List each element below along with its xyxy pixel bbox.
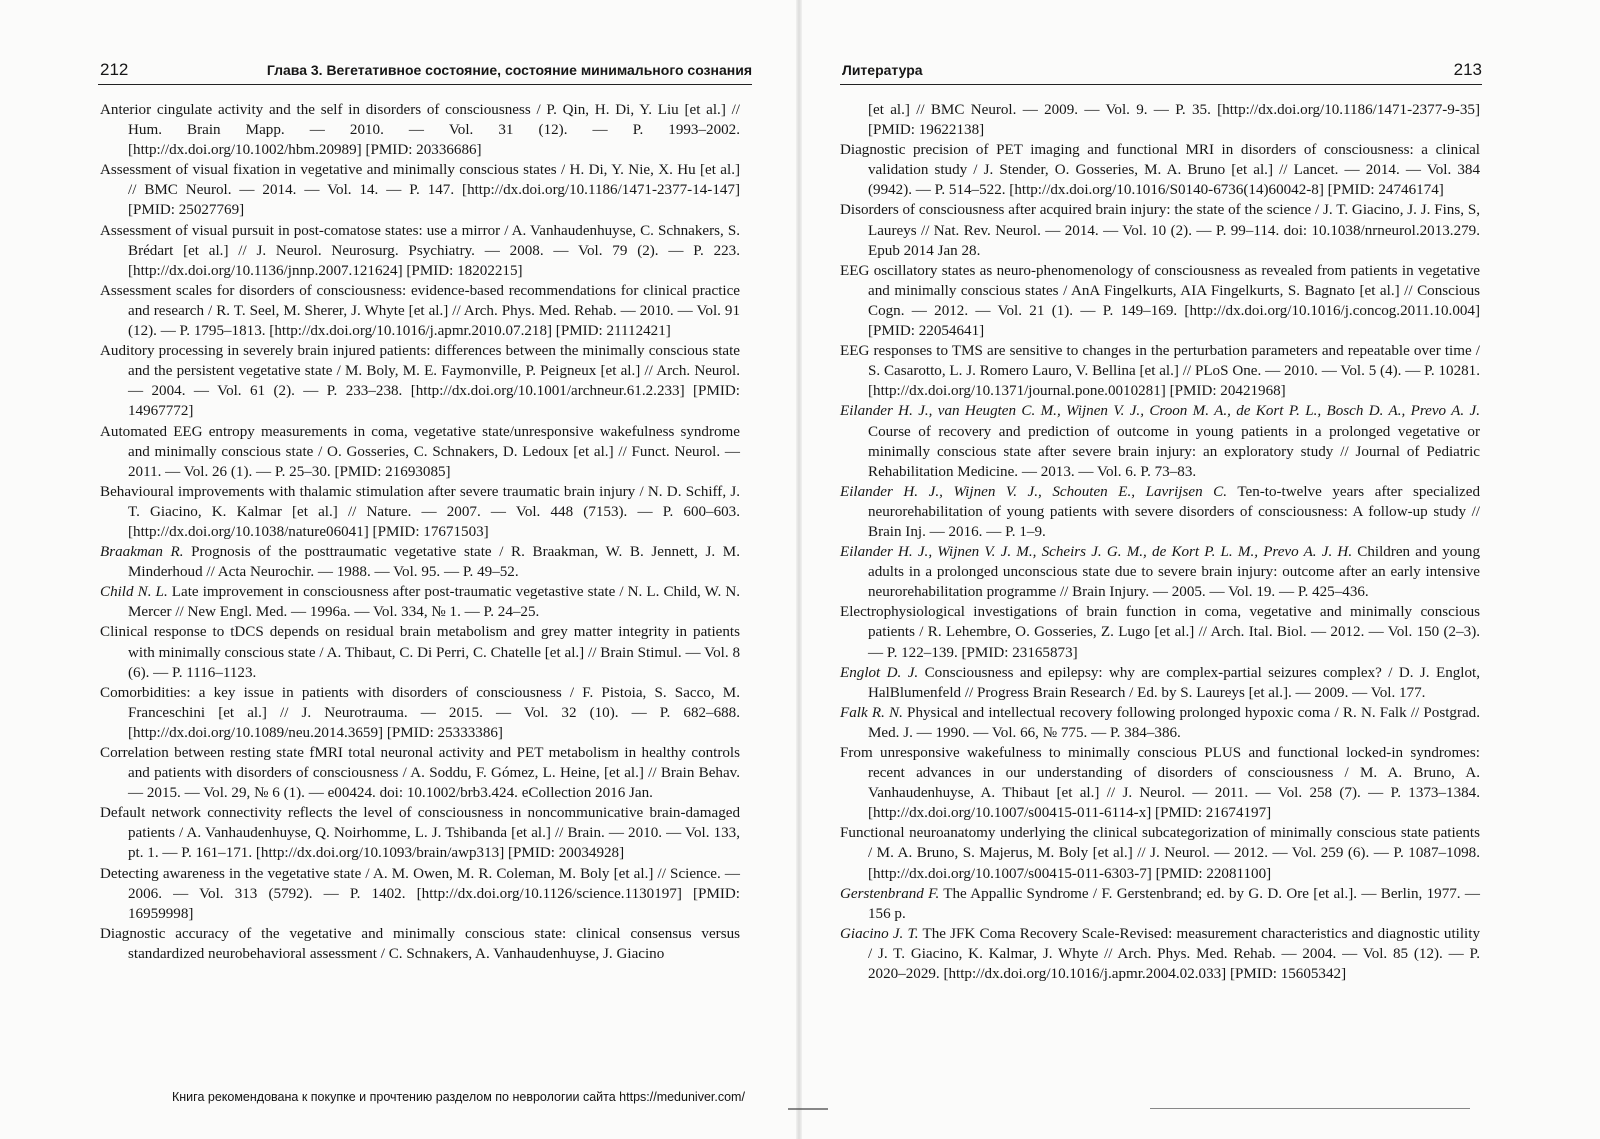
reference-text: Course of recovery and prediction of outcome in young patients in a prolonged vegetative or minimally conscious state after severe brain injury: an exploratory study // Journal of Pediatric Rehabilitation Medicine. — 2013. — Vol. 6. P. 73–83. bbox=[868, 423, 1480, 480]
reference-author: Child N. L. bbox=[100, 584, 168, 601]
reference-text: Default network connectivity reflects the level of consciousness in noncommunicative brain-damaged patients / A. Vanhaudenhuyse, Q. Noirhomme, L. J. Tshibanda [et al.] // Brain. — 2010. — Vol. 133, pt. 1. — P. 161–171. [http://dx.doi.org/10.1093/brain/awp313] [PMID: 20034928] bbox=[100, 805, 740, 862]
reference-list bbox=[840, 100, 1480, 984]
reference-entry bbox=[100, 924, 740, 964]
reference-entry bbox=[100, 281, 740, 341]
running-head: Литература bbox=[842, 62, 923, 78]
reference-text: Children and young adults in a prolonged unconscious state due to severe brain injury: outcome after an early intensive neurorehabilitation programme // Brain Injury. — 2005. — Vol. 19. — P. 425–436. bbox=[868, 544, 1480, 601]
reference-author: Eilander H. J., van Heugten C. M., Wijnen V. J., Croon M. A., de Kort P. L., Bosch D. A., Prevo A. J. bbox=[840, 403, 1480, 420]
reference-entry bbox=[840, 482, 1480, 542]
scan-artifact bbox=[1150, 1108, 1470, 1109]
reference-text: Automated EEG entropy measurements in coma, vegetative state/unresponsive wakefulness syndrome and minimally conscious state / O. Gosseries, C. Schnakers, D. Ledoux [et al.] // Funct. Neurol. — 2011. — Vol. 26 (1). — P. 25–30. [PMID: 21693085] bbox=[100, 423, 740, 480]
reference-text: Anterior cingulate activity and the self in disorders of consciousness / P. Qin, H. Di, Y. Liu [et al.] // Hum. Brain Mapp. — 2010. — Vol. 31 (12). — P. 1993–2002. [http://dx.doi.org/10.1002/hbm.20989] [PMID: 20336686] bbox=[100, 102, 740, 159]
reference-entry bbox=[840, 743, 1480, 823]
header-rule bbox=[98, 84, 752, 85]
reference-text: Assessment of visual fixation in vegetative and minimally conscious states / H. Di, Y. Nie, X. Hu [et al.] // BMC Neurol. — 2014. — Vol. 14. — P. 147. [http://dx.doi.org/10.1186/1471-2377-14-147] [PMID: 25027769] bbox=[100, 162, 740, 219]
page-number: 212 bbox=[100, 60, 129, 79]
reference-text: Behavioural improvements with thalamic stimulation after severe traumatic brain injury / N. D. Schiff, J. T. Giacino, K. Kalmar [et al.] // Nature. — 2007. — Vol. 448 (7153). — P. 600–603. [http://dx.doi.org/10.1038/nature06041] [PMID: 17671503] bbox=[100, 483, 740, 540]
reference-author: Eilander H. J., Wijnen V. J. M., Scheirs J. G. M., de Kort P. L. M., Prevo A. J. H. bbox=[840, 544, 1353, 561]
reference-text: Correlation between resting state fMRI total neuronal activity and PET metabolism in healthy controls and patients with disorders of consciousness / A. Soddu, F. Gómez, L. Heine, [et al.] // Brain Behav. — 2015. — Vol. 29, № 6 (1). — e00424. doi: 10.1002/brb3.424. eCollection 2016 Jan. bbox=[100, 745, 740, 802]
reference-author: Gerstenbrand F. bbox=[840, 885, 940, 902]
reference-text: Diagnostic accuracy of the vegetative and minimally conscious state: clinical consensus versus standardized neurobehavioral assessment / C. Schnakers, A. Vanhaudenhuyse, J. Giacino bbox=[100, 925, 740, 962]
reference-entry bbox=[840, 542, 1480, 602]
reference-entry bbox=[100, 582, 740, 622]
reference-entry bbox=[100, 803, 740, 863]
reference-author: Braakman R. bbox=[100, 544, 184, 561]
reference-text: Disorders of consciousness after acquired brain injury: the state of the science / J. T. Giacino, J. J. Fins, S, Laureys // Nat. Rev. Neurol. — 2014. — Vol. 10 (2). — P. 99–114. doi: 10.1038/nrneurol.2013.279. Epub 2014 Jan 28. bbox=[840, 202, 1480, 259]
reference-list bbox=[100, 100, 740, 964]
reference-text: Detecting awareness in the vegetative state / A. M. Owen, M. R. Coleman, M. Boly [et al.] // Science. — 2006. — Vol. 313 (5792). — P. 1402. [http://dx.doi.org/10.1126/science.1130197] [PMID: 16959998] bbox=[100, 865, 740, 922]
reference-author: Giacino J. T. bbox=[840, 925, 919, 942]
reference-text: Assessment scales for disorders of consciousness: evidence-based recommendations for clinical practice and research / R. T. Seel, M. Sherer, J. Whyte [et al.] // Arch. Phys. Med. Rehab. — 2010. — Vol. 91 (12). — P. 1795–1813. [http://dx.doi.org/10.1016/j.apmr.2010.07.218] [PMID: 21112421] bbox=[100, 282, 740, 340]
reference-text: Late improvement in consciousness after post-traumatic vegetastive state / N. L. Child, W. N. Mercer // New Engl. Med. — 1996a. — Vol. 334, № 1. — P. 24–25. bbox=[128, 584, 740, 621]
header-rule bbox=[840, 84, 1482, 85]
reference-author: Eilander H. J., Wijnen V. J., Schouten E., Lavrijsen C. bbox=[840, 483, 1228, 500]
reference-text: Auditory processing in severely brain injured patients: differences between the minimally conscious state and the persistent vegetative state / M. Boly, M. E. Faymonville, P. Peigneux [et al.] // Arch. Neurol. — 2004. — Vol. 61 (2). — P. 233–238. [http://dx.doi.org/10.1001/archneur.61.2.233] [PMID: 14967772] bbox=[100, 343, 740, 420]
page-number: 213 bbox=[1453, 60, 1482, 79]
reference-text: EEG oscillatory states as neuro-phenomenology of consciousness as revealed from patients in vegetative and minimally conscious states / AnA Fingelkurts, AIA Fingelkurts, S. Bagnato [et al.] // Conscious Cogn. — 2012. — Vol. 21 (1). — P. 149–169. [http://dx.doi.org/10.1016/j.concog.2011.10.004] [PMID: 22054641] bbox=[840, 262, 1480, 340]
reference-text: Functional neuroanatomy underlying the clinical subcategorization of minimally conscious state patients / M. A. Bruno, S. Majerus, M. Boly [et al.] // J. Neurol. — 2012. — Vol. 259 (6). — P. 1087–1098. [http://dx.doi.org/10.1007/s00415-011-6303-7] [PMID: 22081100] bbox=[840, 825, 1480, 882]
reference-entry bbox=[100, 482, 740, 542]
reference-text: Physical and intellectual recovery following prolonged hypoxic coma / R. N. Falk // Postgrad. Med. J. — 1990. — Vol. 66, № 775. — P. 384–386. bbox=[868, 704, 1480, 741]
reference-text: Ten-to-twelve years after specialized neurorehabilitation of young patients with severe disorders of consciousness: A follow-up study // Brain Inj. — 2016. — P. 1–9. bbox=[868, 483, 1481, 540]
reference-entry bbox=[840, 663, 1480, 703]
reference-text: Clinical response to tDCS depends on residual brain metabolism and grey matter integrity in patients with minimally conscious state / A. Thibaut, C. Di Perri, C. Chatelle [et al.] // Brain Stimul. — Vol. 8 (6). — P. 1116–1123. bbox=[100, 624, 740, 681]
reference-text: Prognosis of the posttraumatic vegetative state / R. Braakman, W. B. Jennett, J. M. Minderhoud // Acta Neurochir. — 1988. — Vol. 95. — P. 49–52. bbox=[128, 544, 740, 581]
reference-entry bbox=[100, 683, 740, 743]
reference-entry bbox=[840, 703, 1480, 743]
reference-text: Assessment of visual pursuit in post-comatose states: use a mirror / A. Vanhaudenhuyse, C. Schnakers, S. Brédart [et al.] // J. Neurol. Neurosurg. Psychiatry. — 2008. — Vol. 79 (2). — P. 223. [http://dx.doi.org/10.1136/jnnp.2007.121624] [PMID: 18202215] bbox=[100, 222, 740, 279]
reference-entry bbox=[840, 602, 1480, 662]
reference-text: Comorbidities: a key issue in patients with disorders of consciousness / F. Pistoia, S. Sacco, M. Franceschini [et al.] // J. Neurotrauma. — 2015. — Vol. 32 (10). — P. 682–688. [http://dx.doi.org/10.1089/neu.2014.3659] [PMID: 25333386] bbox=[100, 684, 740, 741]
reference-entry bbox=[100, 160, 740, 220]
reference-entry bbox=[840, 261, 1480, 341]
reference-entry bbox=[840, 823, 1480, 883]
reference-text: [et al.] // BMC Neurol. — 2009. — Vol. 9. — P. 35. [http://dx.doi.org/10.1186/1471-2377-9-35] [PMID: 19622138] bbox=[868, 102, 1480, 139]
footer-note: Книга рекомендована к покупке и прочтению разделом по неврологии сайта https://meduniver.com/ bbox=[172, 1090, 745, 1104]
reference-text: Electrophysiological investigations of brain function in coma, vegetative and minimally conscious patients / R. Lehembre, O. Gosseries, Z. Lugo [et al.] // Arch. Ital. Biol. — 2012. — Vol. 150 (2–3). — P. 122–139. [PMID: 23165873] bbox=[840, 604, 1480, 661]
reference-author: Englot D. J. bbox=[840, 664, 919, 681]
reference-entry bbox=[100, 864, 740, 924]
reference-text: Diagnostic precision of PET imaging and functional MRI in disorders of consciousness: a clinical validation study / J. Stender, O. Gosseries, M. A. Bruno [et al.] // Lancet. — 2014. — Vol. 384 (9942). — P. 514–522. [http://dx.doi.org/10.1016/S0140-6736(14)60042-8] [PMID: 24746174] bbox=[840, 142, 1480, 199]
reference-entry bbox=[840, 341, 1480, 401]
running-head: Глава 3. Вегетативное состояние, состояние минимального сознания bbox=[266, 62, 752, 78]
reference-entry bbox=[840, 924, 1480, 984]
reference-entry bbox=[100, 622, 740, 682]
reference-entry bbox=[100, 542, 740, 582]
reference-entry bbox=[840, 140, 1480, 200]
reference-author: Falk R. N. bbox=[840, 704, 903, 721]
reference-text: EEG responses to TMS are sensitive to changes in the perturbation parameters and repeatable over time / S. Casarotto, L. J. Romero Lauro, V. Bellina [et al.] // PLoS One. — 2010. — Vol. 5 (4). — P. 10281. [http://dx.doi.org/10.1371/journal.pone.0010281] [PMID: 20421968] bbox=[840, 343, 1480, 400]
right-page bbox=[800, 0, 1600, 1139]
reference-entry bbox=[100, 743, 740, 803]
reference-entry bbox=[100, 341, 740, 421]
reference-text: The Appallic Syndrome / F. Gerstenbrand; ed. by G. D. Ore [et al.]. — Berlin, 1977. — 156 p. bbox=[868, 885, 1480, 922]
reference-entry bbox=[100, 100, 740, 160]
reference-text: Consciousness and epilepsy: why are complex-partial seizures complex? / D. J. Englot, HalBlumenfeld // Progress Brain Research / Ed. by S. Laureys [et al.]. — 2009. — Vol. 177. bbox=[868, 664, 1480, 701]
reference-entry bbox=[840, 200, 1480, 260]
reference-entry bbox=[840, 100, 1480, 140]
reference-entry bbox=[840, 884, 1480, 924]
reference-entry bbox=[100, 422, 740, 482]
reference-text: From unresponsive wakefulness to minimally conscious PLUS and functional locked-in syndromes: recent advances in our understanding of disorders of consciousness / M. A. Bruno, A. Vanhaudenhuyse, A. Thibaut [et al.] // J. Neurol. — 2011. — Vol. 258 (7). — P. 1373–1384. [http://dx.doi.org/10.1007/s00415-011-6114-x] [PMID: 21674197] bbox=[840, 745, 1480, 822]
reference-entry bbox=[100, 221, 740, 281]
reference-entry bbox=[840, 401, 1480, 481]
reference-text: The JFK Coma Recovery Scale-Revised: measurement characteristics and diagnostic utility / J. T. Giacino, K. Kalmar, J. Whyte // Arch. Phys. Med. Rehab. — 2004. — Vol. 85 (12). — P. 2020–2029. [http://dx.doi.org/10.1016/j.apmr.2004.02.033] [PMID: 15605342] bbox=[868, 925, 1480, 983]
